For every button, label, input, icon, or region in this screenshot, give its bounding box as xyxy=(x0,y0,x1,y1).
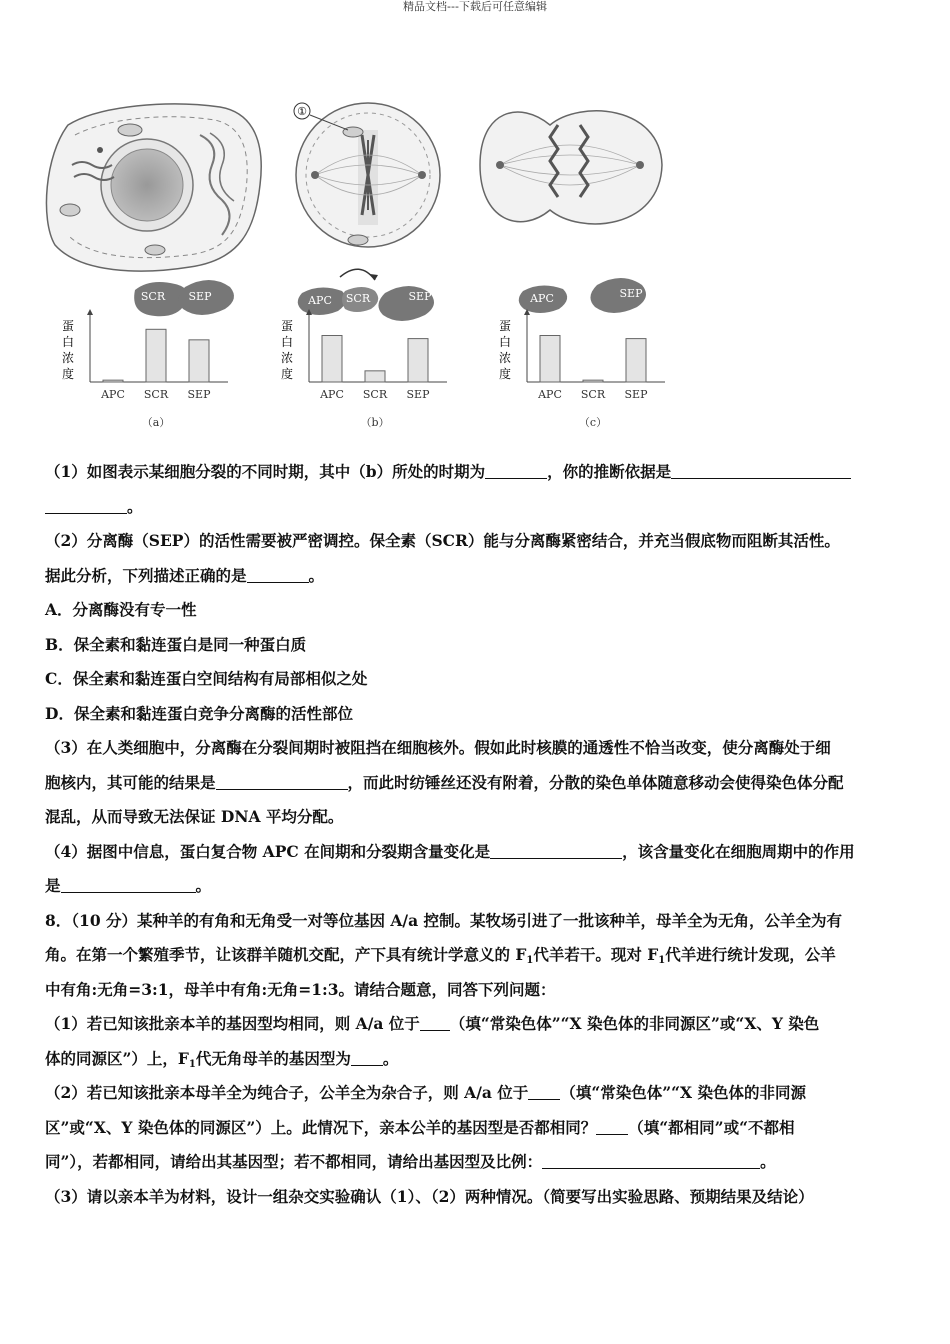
y-axis-label-char: 蛋 xyxy=(61,319,75,333)
y-axis-arrow xyxy=(87,309,93,315)
panel-a-proteins xyxy=(134,280,234,316)
y-axis-label-char: 度 xyxy=(280,367,294,381)
cell-b-marker-label: ① xyxy=(297,105,307,118)
y-axis-label-char: 度 xyxy=(61,367,75,381)
panel-caption: （b） xyxy=(360,416,390,429)
bar-scr xyxy=(583,380,603,382)
answer-blank[interactable] xyxy=(247,564,309,583)
panel-a-scr-label: SCR xyxy=(140,290,166,303)
q2-line2: 据此分析，下列描述正确的是 。 xyxy=(45,565,325,585)
y-axis-label-char: 浓 xyxy=(498,351,512,365)
option-b: B．保全素和黏连蛋白是同一种蛋白质 xyxy=(45,634,307,654)
y-axis-label-char: 白 xyxy=(498,335,512,349)
cell-a-illustration xyxy=(46,104,261,271)
cell-c-illustration xyxy=(480,111,662,224)
x-tick-label: SCR xyxy=(143,388,169,401)
y-axis-label-char: 浓 xyxy=(61,351,75,365)
bar-apc xyxy=(540,336,560,383)
answer-blank[interactable] xyxy=(351,1047,383,1066)
q1-line2: 。 xyxy=(45,490,905,525)
panel-b-proteins xyxy=(298,269,434,321)
answer-blank[interactable] xyxy=(216,771,348,790)
answer-blank[interactable] xyxy=(485,460,547,479)
p8-q2-line3: 同”），若都相同，请给出其基因型；若不都相同，请给出基因型及比例： 。 xyxy=(45,1152,776,1171)
answer-blank[interactable] xyxy=(420,1012,450,1031)
x-tick-label: APC xyxy=(320,388,344,401)
option-c: C．保全素和黏连蛋白空间结构有局部相似之处 xyxy=(45,669,368,688)
panel-b-apc-label: APC xyxy=(308,294,332,307)
option-d: D．保全素和黏连蛋白竞争分离酶的活性部位 xyxy=(45,703,353,723)
x-tick-label: SEP xyxy=(406,388,430,401)
x-tick-label: SCR xyxy=(362,388,388,401)
question-text xyxy=(45,455,905,1214)
cell-b-illustration xyxy=(294,103,440,247)
bar-charts xyxy=(62,309,665,429)
option-a: A．分离酶没有专一性 xyxy=(45,600,197,619)
panel-c-proteins xyxy=(519,278,646,313)
bar-scr xyxy=(146,329,166,382)
page-header: 精品文档---下载后可任意编辑 xyxy=(403,0,547,13)
answer-blank[interactable] xyxy=(596,1116,628,1135)
panel-c-apc-label: APC xyxy=(530,292,554,305)
p8-q2-line1: （2）若已知该批亲本母羊全为纯合子，公羊全为杂合子，则 A/a 位于 （填“常染色体”“X 染色体的非同源 xyxy=(45,1083,806,1102)
y-axis-label-char: 蛋 xyxy=(280,319,294,333)
answer-blank[interactable] xyxy=(490,840,622,859)
panel-b-scr-label: SCR xyxy=(345,292,371,305)
figure-svg xyxy=(40,95,740,440)
y-axis-label-char: 白 xyxy=(280,335,294,349)
cell-division-figure xyxy=(40,95,740,440)
bar-apc xyxy=(103,380,123,382)
q4-line1: （4）据图中信息，蛋白复合物 APC 在间期和分裂期含量变化是 ，该含量变化在细胞周期中的作用 xyxy=(45,841,855,861)
x-tick-label: SCR xyxy=(580,388,606,401)
p8-q1-line2: 体的同源区”）上，$F_1$代无角母羊的基因型为 。 xyxy=(45,1048,399,1070)
p8-q2-line2: 区”或“X、Y 染色体的同源区”）上。此情况下，亲本公羊的基因型是否都相同？ （填“都相同”或“不都相 xyxy=(45,1117,795,1137)
p8-line3: 中有角:无角=3:1，母羊中有角:无角=1:3。请结合题意，同答下列问题： xyxy=(45,979,556,999)
p8-line1: 8．（10 分）某种羊的有角和无角受一对等位基因 A/a 控制。某牧场引进了一批该种羊，母羊全为无角，公羊全为有 xyxy=(45,910,843,930)
x-tick-label: APC xyxy=(538,388,562,401)
panel-caption: （a） xyxy=(141,416,171,429)
bar-sep xyxy=(626,339,646,382)
panel-b-sep-label: SEP xyxy=(408,290,432,303)
answer-blank[interactable] xyxy=(528,1081,560,1100)
answer-blank[interactable] xyxy=(45,495,127,514)
y-axis-label-char: 度 xyxy=(498,367,512,381)
x-tick-label: APC xyxy=(101,388,125,401)
p8-q1-line1: （1）若已知该批亲本羊的基因型均相同，则 A/a 位于 （填“常染色体”“X 染色体的非同源区”或“X、Y 染色 xyxy=(45,1014,820,1033)
q3-line2: 胞核内，其可能的结果是 ，而此时纺锤丝还没有附着，分散的染色单体随意移动会使得染色体分配 xyxy=(45,772,844,792)
q1-line1: （1）如图表示某细胞分裂的不同时期，其中（b）所处的时期为 ，你的推断依据是 xyxy=(45,455,905,490)
x-tick-label: SEP xyxy=(187,388,211,401)
answer-blank[interactable] xyxy=(542,1150,760,1169)
q3-line1: （3）在人类细胞中，分离酶在分裂间期时被阻挡在细胞核外。假如此时核膜的通透性不恰当改变，使分离酶处于细 xyxy=(45,738,831,757)
q2-line1: （2）分离酶（SEP）的活性需要被严密调控。保全素（SCR）能与分离酶紧密结合，并充当假底物而阻断其活性。 xyxy=(45,531,840,550)
q4-line2: 是 。 xyxy=(45,876,212,895)
p8-line2: 角。在第一个繁殖季节，让该群羊随机交配，产下具有统计学意义的 $F_1$代羊若干。现对 $F_1$代羊进行统计发现，公羊 xyxy=(45,945,836,966)
answer-blank[interactable] xyxy=(61,874,196,893)
bar-apc xyxy=(322,336,342,383)
panel-caption: （c） xyxy=(578,416,608,429)
bar-sep xyxy=(189,340,209,382)
bar-sep xyxy=(408,339,428,382)
panel-c-sep-label: SEP xyxy=(619,287,643,300)
panel-a-sep-label: SEP xyxy=(188,290,212,303)
p8-q3-line1: （3）请以亲本羊为材料，设计一组杂交实验确认（1）、（2）两种情况。（简要写出实验思路、预期结果及结论） xyxy=(45,1186,814,1206)
x-tick-label: SEP xyxy=(624,388,648,401)
y-axis-label-char: 蛋 xyxy=(498,319,512,333)
bar-scr xyxy=(365,371,385,382)
y-axis-label-char: 浓 xyxy=(280,351,294,365)
q3-line3: 混乱，从而导致无法保证 DNA 平均分配。 xyxy=(45,807,344,826)
answer-blank[interactable] xyxy=(671,460,851,479)
y-axis-label-char: 白 xyxy=(61,335,75,349)
